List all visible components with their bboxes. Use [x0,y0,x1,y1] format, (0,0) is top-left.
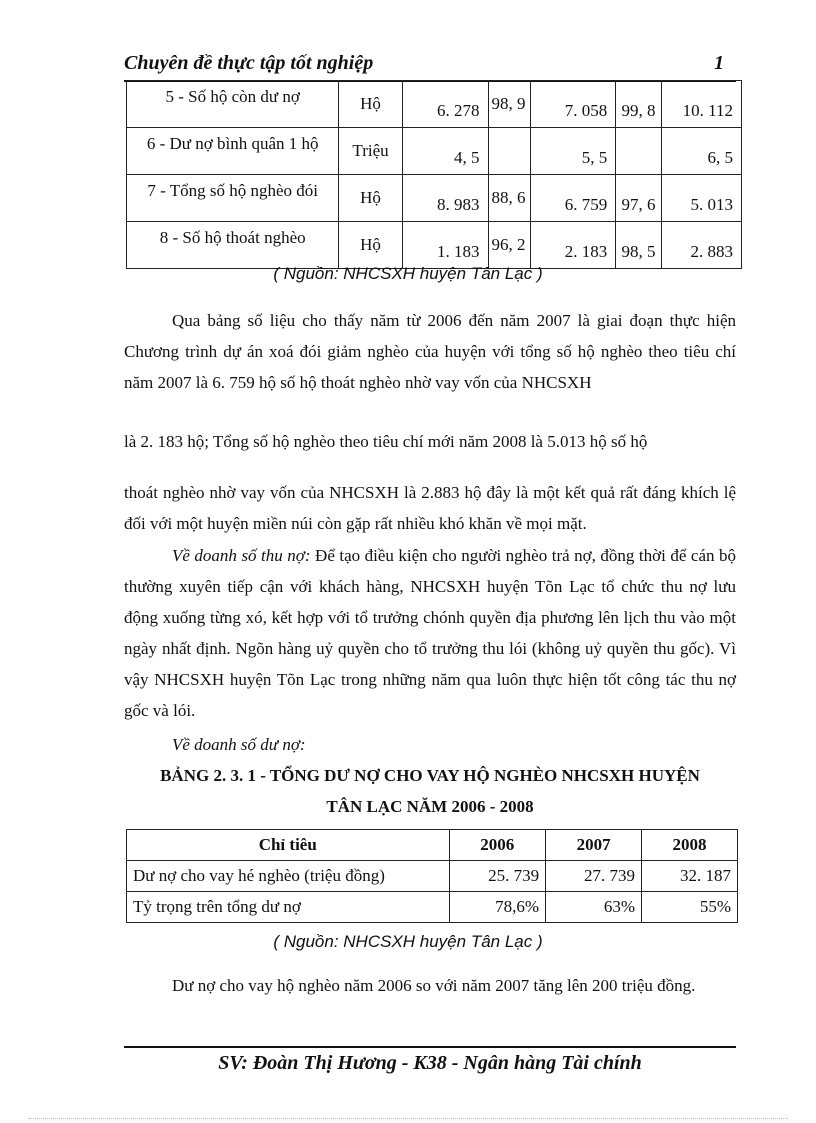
value-2008: 32. 187 [642,861,738,892]
row-label: Tỷ trọng trên tổng dư nợ [127,892,450,923]
value-2006: 8. 983 [402,175,488,222]
percent-2007 [616,128,662,175]
paragraph-4: Về doanh số dư nợ: [172,735,306,754]
value-2007: 27. 739 [546,861,642,892]
value-2008: 55% [642,892,738,923]
row-label: 5 - Số hộ còn dư nợ [127,81,339,128]
page-number: 1 [714,52,724,74]
percent-2007: 97, 6 [616,175,662,222]
value-2006: 25. 739 [449,861,546,892]
row-label: 8 - Số hộ thoát nghèo [127,222,339,269]
value-2006: 1. 183 [402,222,488,269]
column-header: 2008 [642,830,738,861]
value-2008: 2. 883 [661,222,741,269]
table-row [127,222,742,269]
table-header-row [127,830,738,861]
row-unit: Hộ [339,81,402,128]
value-2008: 10. 112 [661,81,741,128]
table2-caption-line1: BẢNG 2. 3. 1 - TỔNG DƯ NỢ CHO VAY HỘ NGHÈO NHCSXH HUYỆN [160,766,700,785]
table-row [127,175,742,222]
table1-source: ( Nguồn: NHCSXH huyện Tân Lạc ) [273,264,543,283]
row-unit: Hộ [339,175,402,222]
table-row [127,861,738,892]
value-2007: 63% [546,892,642,923]
value-2008: 5. 013 [661,175,741,222]
table2-caption-line2: TÂN LẠC NĂM 2006 - 2008 [326,797,534,816]
percent-2006: 96, 2 [488,222,530,269]
value-2007: 5, 5 [530,128,616,175]
percent-2006: 98, 9 [488,81,530,128]
paragraph-3-body: Để tạo điều kiện cho người nghèo trả nợ, đồng thời để cán bộ thường xuyên tiếp cận với khách hàng, NHCSXH huyện Tõn Lạc tổ chức thu nợ lưu động xuống từng xó, kết hợp với tổ trưởng chónh quyền địa phương lên lịch thu vào một ngày nhất định. Ngõn hàng uỷ quyền cho tổ trưởng thu lói (không uỷ quyền thu gốc). Vì vậy NHCSXH huyện Tõn Lạc trong những năm qua luôn thực hiện tốt công tác thu nợ gốc và lói. [124,546,736,720]
paragraph-3 [124,540,736,726]
value-2007: 7. 058 [530,81,616,128]
column-header: 2007 [546,830,642,861]
paragraph-5: Dư nợ cho vay hộ nghèo năm 2006 so với năm 2007 tăng lên 200 triệu đồng. [172,976,696,995]
row-unit: Hộ [339,222,402,269]
row-unit: Triệu [339,128,402,175]
poverty-table [126,80,742,269]
value-2006: 4, 5 [402,128,488,175]
paragraph-1-continued: là 2. 183 hộ; Tổng số hộ nghèo theo tiêu chí mới năm 2008 là 5.013 hộ số hộ [124,432,648,451]
paragraph-3-lead: Về doanh số thu nợ: [172,546,311,565]
table2-source: ( Nguồn: NHCSXH huyện Tân Lạc ) [273,932,543,951]
loan-table [126,829,738,923]
page-header [124,52,736,82]
column-header: Chỉ tiêu [127,830,450,861]
table-row [127,128,742,175]
value-2007: 2. 183 [530,222,616,269]
table-row [127,892,738,923]
row-label: 7 - Tổng số hộ nghèo đói [127,175,339,222]
paragraph-2: thoát nghèo nhờ vay vốn của NHCSXH là 2.883 hộ đây là một kết quả rất đáng khích lệ đối với một huyện miền núi còn gặp rất nhiều khó khăn về mọi mặt. [124,483,736,533]
value-2008: 6, 5 [661,128,741,175]
percent-2007: 99, 8 [616,81,662,128]
paragraph-1: Qua bảng số liệu cho thấy năm từ 2006 đến năm 2007 là giai đoạn thực hiện Chương trình dự án xoá đói giảm nghèo của huyện với tổng số hộ nghèo theo tiêu chí năm 2007 là 6. 759 hộ số hộ thoát nghèo nhờ vay vốn của NHCSXH [124,311,736,392]
percent-2007: 98, 5 [616,222,662,269]
value-2006: 6. 278 [402,81,488,128]
page-break-divider [28,1118,788,1119]
percent-2006 [488,128,530,175]
row-label: 6 - Dư nợ bình quân 1 hộ [127,128,339,175]
table-row [127,81,742,128]
value-2006: 78,6% [449,892,546,923]
page-footer: SV: Đoàn Thị Hương - K38 - Ngân hàng Tài chính [124,1046,736,1075]
value-2007: 6. 759 [530,175,616,222]
row-label: Dư nợ cho vay hé nghèo (triệu đồng) [127,861,450,892]
column-header: 2006 [449,830,546,861]
header-title: Chuyên đề thực tập tốt nghiệp [124,52,374,74]
percent-2006: 88, 6 [488,175,530,222]
